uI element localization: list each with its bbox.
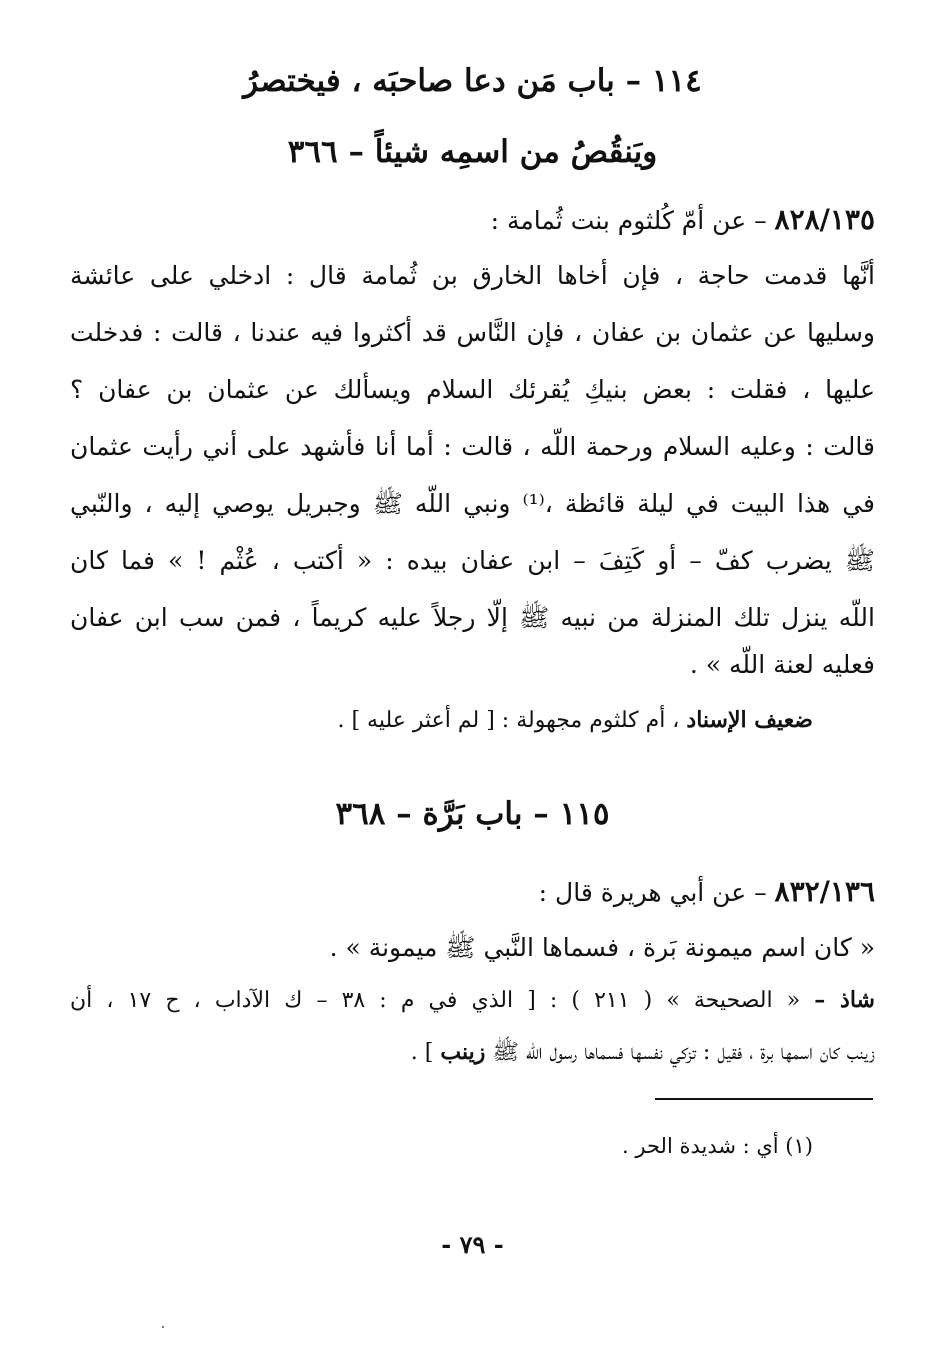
page-number: - ٧٩ - [441,1230,504,1259]
footnote-separator [655,1098,873,1100]
hadith-136-grading-name: زينب [440,1039,486,1065]
hadith-136-narrator: – عن أبي هريرة قال : [538,878,775,907]
hadith-136-number: ٨٣٢/١٣٦ [774,875,875,908]
chapter-114-title-line2: ويَنقُصُ من اسمِه شيئاً – ٣٦٦ [287,134,658,170]
hadith-136-text: « كان اسم ميمونة بَرة ، فسماها النَّبي ﷺ ميمونة » . [329,933,875,962]
hadith-135-narrator: – عن أمّ كُلثوم بنت ثُمامة : [490,206,775,235]
hadith-135-line-7: اللّه ينزل تلك المنزلة من نبيه ﷺ إلّا رجلاً عليه كريماً ، فمن سب ابن عفان [70,603,875,632]
hadith-135-number: ٨٢٨/١٣٥ [774,203,875,236]
hadith-135-grading [337,700,813,741]
hadith-135-line-2: وسليها عن عثمان بن عفان ، فإن النَّاس قد أكثروا فيه عندنا ، قالت : فدخلت [70,318,875,347]
hadith-136-grading-close: ] . [410,1040,441,1065]
scan-speck [162,1326,164,1328]
hadith-136-grading-line2 [411,1032,875,1073]
chapter-115-title: ١١٥ – باب بَرَّة – ٣٦٨ [335,796,610,832]
hadith-135-line-8: فعليه لعنة اللّه » . [689,650,875,679]
hadith-135-line-6: ﷺ يضرب كفّ – أو كَتِفَ – ابن عفان بيده : « أكتب ، عُثْم ! » فما كان [70,546,875,575]
footnote: (١) أي : شديدة الحر . [622,1134,813,1158]
hadith-135-intro [491,200,875,241]
chapter-114-title-line1: ١١٤ – باب مَن دعا صاحبَه ، فيختصرُ [243,63,702,99]
hadith-135-line-3: عليها ، فقلت : بعض بنيكِ يُقرئك السلام ويسألك عن عثمان بن عفان ؟ [70,375,875,404]
hadith-136-intro [539,872,875,913]
hadith-136-grading-label: شاذ – [814,987,875,1013]
hadith-136-grading-text2: زينب كان اسمها برة ، فقيل : تزكي نفسها فسماها رسول اللّه ﷺ [485,1040,875,1065]
hadith-136-grading-line1 [70,980,875,1021]
hadith-135-line-1: أنَّها قدمت حاجة ، فإن أخاها الخارق بن ثُمامة قال : ادخلي على عائشة [70,261,875,290]
hadith-135-line-5: في هذا البيت في ليلة قائظة ،⁽¹⁾ ونبي اللّه ﷺ وجبريل يوصي إليه ، والنّبي [70,489,875,518]
hadith-135-grading-note: ، أم كلثوم مجهولة : [ لم أعثر عليه ] . [337,708,687,733]
hadith-135-grading-label: ضعيف الإسناد [686,707,813,733]
hadith-136-grading-text1: « الصحيحة » ( ٢١١ ) : [ الذي في م : ٣٨ – ك الآداب ، ح ١٧ ، أن [70,988,815,1013]
hadith-135-line-4: قالت : وعليه السلام ورحمة اللّه ، قالت : أما أنا فأشهد على أني رأيت عثمان [70,432,875,461]
